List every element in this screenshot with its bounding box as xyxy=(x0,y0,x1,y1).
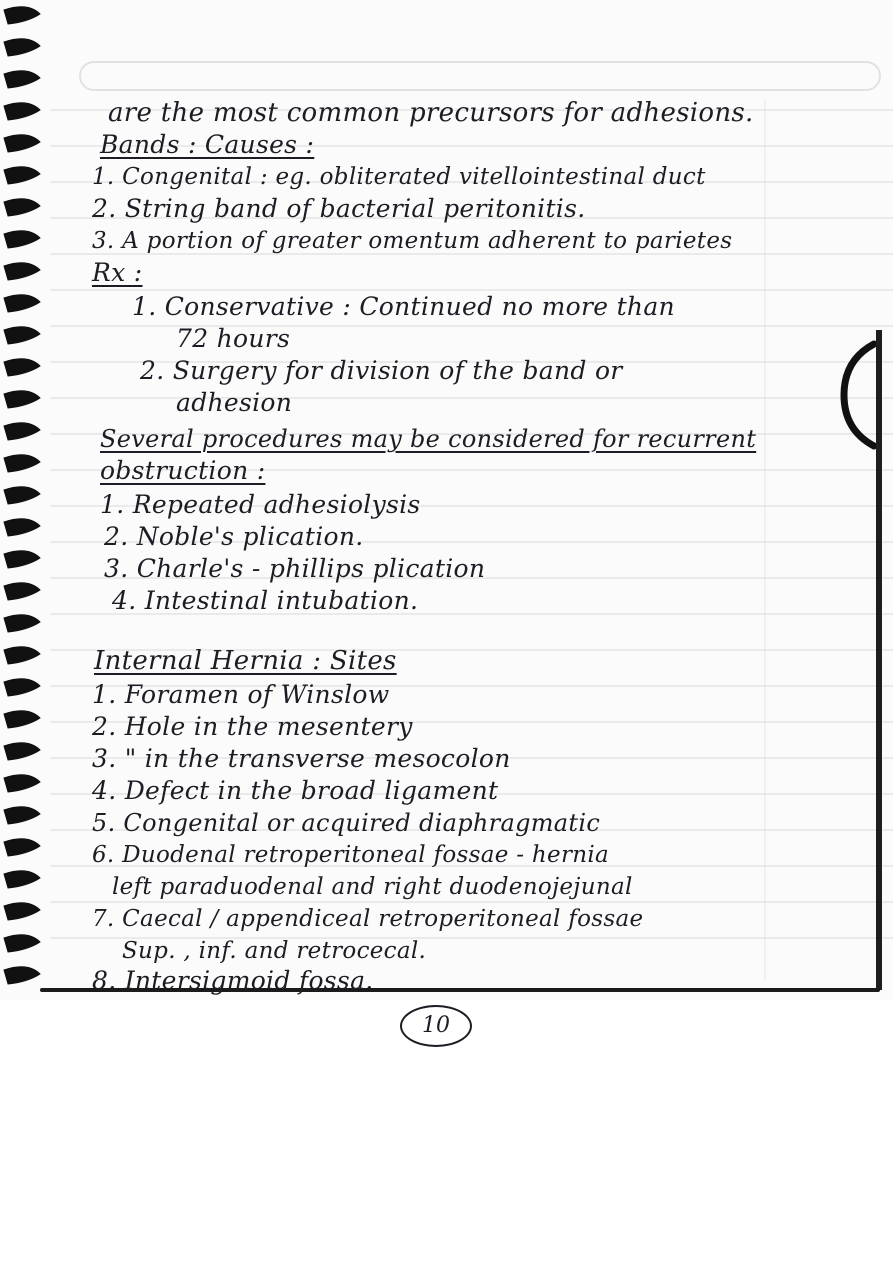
procedures-heading: Several procedures may be considered for recurrent xyxy=(100,425,757,453)
note-line: 1. Repeated adhesiolysis xyxy=(100,490,421,519)
note-line: adhesion xyxy=(176,388,293,417)
note-line: 4. Intestinal intubation. xyxy=(112,586,419,615)
note-line: 8. Intersigmoid fossa. xyxy=(92,966,374,995)
note-line: 2. String band of bacterial peritonitis. xyxy=(92,194,586,223)
note-line: 5. Congenital or acquired diaphragmatic xyxy=(92,809,601,837)
note-line: 3. " in the transverse mesocolon xyxy=(92,744,511,773)
note-line: 72 hours xyxy=(176,324,291,353)
note-line: 1. Conservative : Continued no more than xyxy=(132,292,675,321)
note-line: 4. Defect in the broad ligament xyxy=(92,776,499,805)
note-line: 6. Duodenal retroperitoneal fossae - hernia xyxy=(92,842,610,868)
note-line: Sup. , inf. and retrocecal. xyxy=(122,938,427,964)
note-line: 3. Charle's - phillips plication xyxy=(104,554,486,583)
note-line: 1. Congenital : eg. obliterated vitellointestinal duct xyxy=(92,164,706,190)
note-line: 3. A portion of greater omentum adherent to parietes xyxy=(92,228,733,254)
rx-heading: Rx : xyxy=(92,258,143,287)
note-line: 1. Foramen of Winslow xyxy=(92,680,390,709)
procedures-heading-cont: obstruction : xyxy=(100,456,266,485)
note-line: 2. Hole in the mesentery xyxy=(92,712,413,741)
internal-hernia-heading: Internal Hernia : Sites xyxy=(94,646,397,676)
bands-causes-heading: Bands : Causes : xyxy=(100,130,315,159)
page-number: 10 xyxy=(400,1005,472,1047)
note-line: left paraduodenal and right duodenojejunal xyxy=(112,874,633,900)
note-line: 2. Noble's plication. xyxy=(104,522,364,551)
note-line: 2. Surgery for division of the band or xyxy=(140,356,623,385)
note-line: 7. Caecal / appendiceal retroperitoneal fossae xyxy=(92,906,644,932)
note-line: are the most common precursors for adhesions. xyxy=(108,98,754,128)
